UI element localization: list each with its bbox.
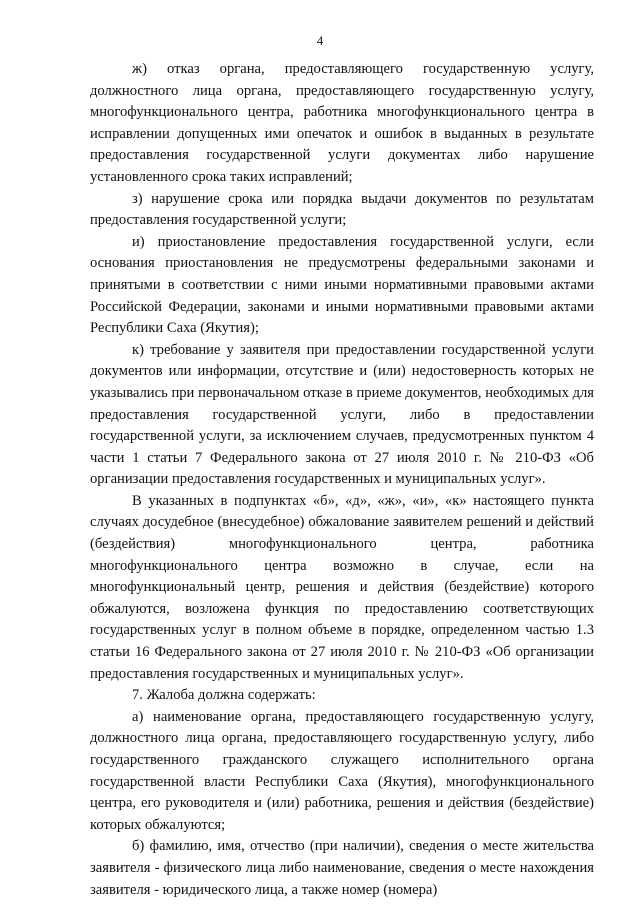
page-number: 4 xyxy=(316,33,324,48)
paragraph-item-7-heading: 7. Жалоба должна содержать: xyxy=(132,687,316,704)
paragraph-subitem-b: б) фамилию, имя, отчество (при наличии), сведения о месте жительства заявителя - физического лица либо наименование, сведения о месте нахождения заявителя - юридического лица, а также номер (номера) xyxy=(90,838,594,898)
paragraph-appeal-note: В указанных в подпунктах «б», «д», «ж», «и», «к» настоящего пункта случаях досудебное (внесудебное) обжалование заявителем решений и действий (бездействия) многофункционального центра, работника многофункционального центра возможно в случае, если на многофункциональный центр, решения и действия (бездействие) которого обжалуются, возложена функция по предоставлению соответствующих государственных услуг в полном объеме в порядке, определенном частью 1.3 статьи 16 Федерального закона от 27 июля 2010 г. № 210-ФЗ «Об организации предоставления государственных и муниципальных услуг». xyxy=(90,492,594,682)
paragraph-subitem-i: и) приостановление предоставления государственной услуги, если основания приостановления не предусмотрены федеральными законами и принятыми в соответствии с ними иными нормативными правовыми актами Российской Федерации, законами и иными нормативными правовыми актами Республики Саха (Якутия); xyxy=(90,233,594,337)
paragraph-subitem-zh: ж) отказ органа, предоставляющего государственную услугу, должностного лица органа, предоставляющего государственную услугу, многофункционального центра, работника многофункционального центра в исправлении допущенных ими опечаток и ошибок в выданных в результате предоставления государственной услуги документах либо нарушение установленного срока таких исправлений; xyxy=(90,61,594,185)
paragraph-subitem-z: з) нарушение срока или порядка выдачи документов по результатам предоставления государственной услуги; xyxy=(90,190,594,229)
paragraph-subitem-a: а) наименование органа, предоставляющего государственную услугу, должностного лица органа, предоставляющего государственную услугу, либо государственного гражданского служащего исполнительного органа государственной власти Республики Саха (Якутия), многофункционального центра, его руководителя и (или) работника, решения и действия (бездействие) которых обжалуются; xyxy=(90,708,594,833)
document-body xyxy=(90,59,594,901)
paragraph-subitem-k: к) требование у заявителя при предоставлении государственной услуги документов или информации, отсутствие и (или) недостоверность которых не указывались при первоначальном отказе в приеме документов, необходимых для предоставления государственной услуги, либо в предоставлении государственной услуги, за исключением случаев, предусмотренных пунктом 4 части 1 статьи 7 Федерального закона от 27 июля 2010 г. № 210-ФЗ «Об организации предоставления государственных и муниципальных услуг». xyxy=(90,341,594,488)
